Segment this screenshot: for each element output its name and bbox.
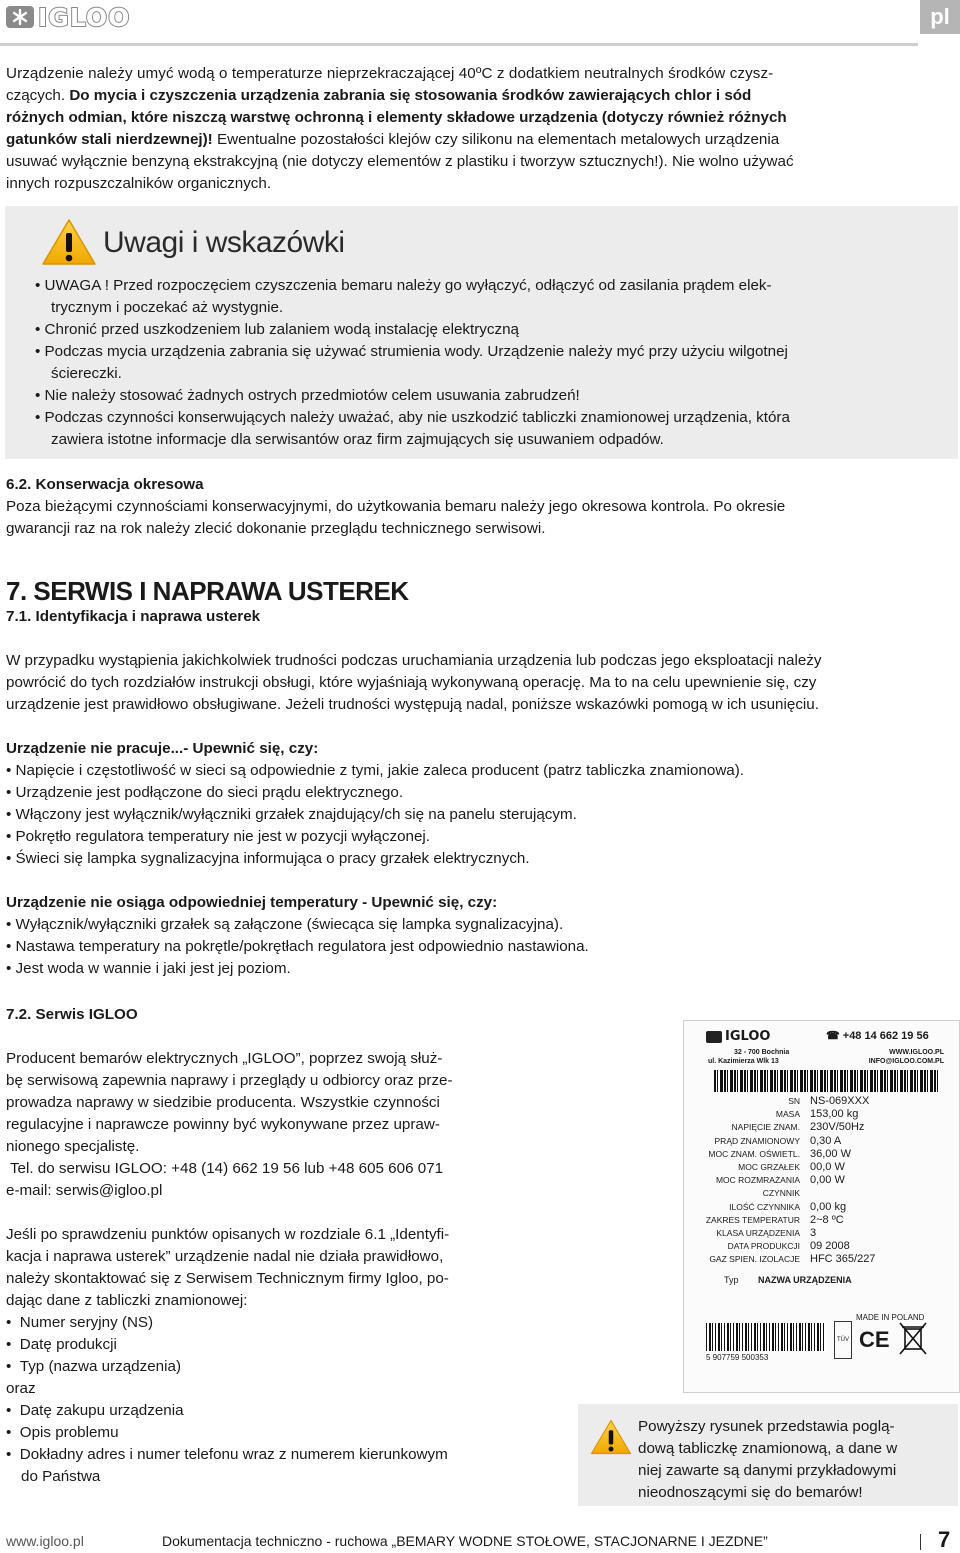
plate-row-label: SN: [788, 1096, 800, 1106]
igloo-logo: [6, 2, 131, 32]
section-7-1-text: W przypadku wystąpienia jakichkolwiek trudności podczas uruchamiania urządzenia lub podczas jego eksploatacji należy powrócić do tych rozdziałów instrukcji obsługi, które wyjaśniają wykonywaną operację. Ma to na celu upewnienie się, czy urządzenie jest prawidłowo obsługiwane. Jeżeli trudności występują nadal, poniższe wskazówki pomogą w ich usunięciu.: [6, 652, 822, 713]
ean-barcode: [706, 1323, 826, 1351]
list-item: • Świeci się lampka sygnalizacyjna informująca o pracy grzałek elektrycznych.: [6, 850, 530, 867]
warnings-title: Uwagi i wskazówki: [103, 226, 345, 259]
nameplate-image: IGLOO ☎ +48 14 662 19 56 32 - 700 Bochnia ul. Kazimierza Wlk 13 WWW.IGLOO.PL INFO@IGLOO.COM.PL SN NS-069XXX MASA 153,00 kg NAPIĘCIE ZNAM. 230V/50Hz PRĄD ZNAMIONOWY 0,30 A MOC ZNAM. OŚWIETL. 36,00 W MOC GRZAŁEK 00,0 W MOC ROZMRAŻANIA 0,00 W CZYNNIK ILOŚĆ CZYNNIKA 0,00 kg ZAKRES TEMPERATUR 2~8 ºC KLASA URZĄDZENIA 3 DATA PRODUKCJI 09 2008 GAZ SPIEN. IZOLACJE HFC 365/227 Typ NAZWA URZĄDZENIA MADE IN POLAND TÜV 5 907759 500353 CE: [683, 1020, 960, 1393]
plate-row-value: 3: [810, 1227, 817, 1240]
troubleshoot-list-not-working: [6, 760, 956, 870]
plate-row: [684, 1148, 959, 1161]
serial-barcode: [714, 1070, 940, 1092]
troubleshoot-list-temperature: [6, 914, 956, 980]
plate-row: [684, 1253, 959, 1266]
list-item: • Datę produkcji: [6, 1336, 117, 1353]
service-contact-paragraph: Jeśli po sprawdzeniu punktów opisanych w rozdziale 6.1 „Identyfi- kacja i naprawa usterek” urządzenie nadal nie działa prawidłowo, należy skontaktować się z Serwisem Technicznym firmy Igloo, po- dając dane z tabliczki znamionowej:: [6, 1226, 450, 1309]
tuv-mark-icon: TÜV: [834, 1321, 852, 1359]
plate-row-label: KLASA URZĄDZENIA: [716, 1228, 800, 1239]
plate-row: [684, 1095, 959, 1108]
section-heading-7-1: 7.1. Identyfikacja i naprawa usterek: [6, 608, 261, 625]
plate-row-label: NAPIĘCIE ZNAM.: [731, 1122, 800, 1133]
warning-item: • Chronić przed uszkodzeniem lub zalaniem wodą instalację elektryczną: [35, 321, 519, 338]
intro-paragraph: Urządzenie należy umyć wodą o temperaturze nieprzekraczającej 40ºC z dodatkiem neutralnych środków czysz- czących. Do mycia i czyszczenia urządzenia zabrania się stosowania środków zawierających chlor i sód różnych odmian, które niszczą warstwę ochronną i elementy składowe urządzenia (dotyczy również różnych gatunków stali nierdzewnej)! Ewentualne pozostałości klejów czy silikonu na elementach metalowych urządzenia usuwać wyłącznie benzyną ekstrakcyjną (nie dotyczy elementów z plastiku i tworzyw sztucznych!). Nie wolno używać innych rozpuszczalników organicznych.: [6, 65, 794, 192]
list-item: • Wyłącznik/wyłączniki grzałek są załączone (świecąca się lampka sygnalizacyjna).: [6, 916, 564, 933]
warning-icon: [41, 218, 97, 266]
language-badge: pl: [920, 0, 960, 34]
plate-web: WWW.IGLOO.PL INFO@IGLOO.COM.PL: [868, 1049, 944, 1065]
list-item: • Numer seryjny (NS): [6, 1314, 154, 1331]
list-item: • Jest woda w wannie i jaki jest jej poziom.: [6, 960, 291, 977]
plate-row-label: DATA PRODUKCJI: [727, 1241, 800, 1252]
nameplate-note-text: Powyższy rysunek przedstawia poglą- dową tabliczkę znamionową, a dane w niej zawarte są danymi przykładowymi nieodnoszącymi się do bemarów!: [638, 1418, 898, 1501]
service-paragraph: Producent bemarów elektrycznych „IGLOO”, poprzez swoją służ- bę serwisową zapewnia naprawy i przeglądy u odbiorcy oraz prze- prowadza naprawy w siedzibie producenta. Wszystkie czynności regulacyjne i naprawcze powinny być wykonywane przez upraw- nionego specjalistę. Tel. do serwisu IGLOO: +48 (14) 662 19 56 lub +48 605 606 071 e-mail: serwis@igloo.pl: [6, 1048, 536, 1202]
list-item: • Pokrętło regulatora temperatury nie jest w pozycji wyłączonej.: [6, 828, 431, 845]
list-item: • Napięcie i częstotliwość w sieci są odpowiednie z tymi, jakie zaleca producent (patrz tabliczka znamionowa).: [6, 762, 745, 779]
list-item: • Datę zakupu urządzenia: [6, 1402, 184, 1419]
plate-row: [684, 1227, 959, 1240]
plate-row: [684, 1161, 959, 1174]
snowflake-icon: [706, 1031, 722, 1043]
required-data-list: • Numer seryjny (NS) • Datę produkcji • Typ (nazwa urządzenia) oraz • Datę zakupu urządzenia • Opis problemu • Dokładny adres i numer telefonu wraz z numerem kierunkowym do Państwa: [6, 1312, 566, 1488]
plate-row-value: 0,30 A: [810, 1134, 842, 1147]
service-phone: Tel. do serwisu IGLOO: +48 (14) 662 19 56 lub +48 605 606 071: [6, 1160, 444, 1177]
list-item: • Urządzenie jest podłączone do sieci prądu elektrycznego.: [6, 784, 404, 801]
chapter-heading-7: 7. SERWIS I NAPRAWA USTEREK: [6, 576, 409, 606]
plate-row-label: GAZ SPIEN. IZOLACJE: [709, 1254, 800, 1265]
plate-row-label: MOC ROZMRAŻANIA: [715, 1175, 800, 1186]
warning-item: • UWAGA ! Przed rozpoczęciem czyszczenia bemaru należy go wyłączyć, odłączyć od zasilania prądem elek- trycznym i poczekać aż wystygnie.: [35, 277, 772, 316]
plate-logo: IGLOO: [706, 1029, 770, 1044]
ce-mark-icon: CE: [859, 1327, 890, 1352]
list-item: • Opis problemu: [6, 1424, 119, 1441]
plate-row-value: 36,00 W: [810, 1147, 851, 1160]
header-rule: [0, 43, 918, 46]
section-heading-7-2: 7.2. Serwis IGLOO: [6, 1006, 138, 1023]
plate-row: [684, 1201, 959, 1214]
plate-row: [684, 1174, 959, 1187]
footer-doc-title: Dokumentacja techniczno - ruchowa „BEMARY WODNE STOŁOWE, STACJONARNE I JEZDNE”: [162, 1533, 768, 1549]
weee-bin-icon: [897, 1321, 929, 1357]
plate-row-value: 0,00 kg: [810, 1200, 847, 1213]
plate-row-label: MOC GRZAŁEK: [738, 1162, 800, 1173]
plate-phone: ☎ +48 14 662 19 56: [826, 1030, 929, 1042]
snowflake-icon: [6, 6, 34, 28]
footer-divider: [920, 1534, 921, 1550]
plate-row-value: NS-069XXX: [810, 1095, 870, 1107]
plate-row-label: PRĄD ZNAMIONOWY: [714, 1135, 800, 1146]
plate-row-value: 230V/50Hz: [810, 1121, 865, 1134]
warning-item: • Nie należy stosować żadnych ostrych przedmiotów celem usuwania zabrudzeń!: [35, 387, 580, 404]
plate-row-label: MASA: [775, 1109, 800, 1120]
plate-row-label: MOC ZNAM. OŚWIETL.: [708, 1148, 800, 1159]
warning-icon: [590, 1418, 632, 1456]
page-number: 7: [938, 1527, 951, 1552]
plate-row: [684, 1135, 959, 1148]
list-item: • Nastawa temperatury na pokrętle/pokrętłach regulatora jest odpowiednio nastawiona.: [6, 938, 589, 955]
section-6-2-text: Poza bieżącymi czynnościami konserwacyjnymi, do użytkowania bemaru należy jego okresowa kontrola. Po okresie gwarancji raz na rok należy zlecić dokonanie przeglądu technicznego serwisowi.: [6, 498, 786, 537]
logo-wordmark: IGLOO: [38, 2, 131, 32]
plate-row-label: ZAKRES TEMPERATUR: [705, 1214, 800, 1225]
plate-row-value: 2~8 ºC: [810, 1213, 844, 1226]
plate-row: [684, 1108, 959, 1121]
plate-row-value: HFC 365/227: [810, 1253, 876, 1266]
plate-row: [684, 1240, 959, 1253]
warning-item: • Podczas mycia urządzenia zabrania się używać strumienia wody. Urządzenie należy myć przy użyciu wilgotnej ściereczki.: [35, 343, 788, 382]
plate-row: [684, 1187, 959, 1200]
plate-address: 32 - 700 Bochnia ul. Kazimierza Wlk 13: [708, 1049, 790, 1065]
troubleshoot-heading-not-working: Urządzenie nie pracuje...- Upewnić się, czy:: [6, 740, 319, 757]
list-item: • Dokładny adres i numer telefonu wraz z numerem kierunkowym: [6, 1446, 448, 1463]
troubleshoot-heading-temperature: Urządzenie nie osiąga odpowiedniej temperatury - Upewnić się, czy:: [6, 894, 498, 911]
plate-rows: [684, 1095, 959, 1267]
section-heading-6-2: 6.2. Konserwacja okresowa: [6, 476, 204, 493]
list-item: • Włączony jest wyłącznik/wyłączniki grzałek znajdujący/ch się na panelu sterującym.: [6, 806, 577, 823]
plate-row-value: 00,0 W: [810, 1161, 845, 1174]
plate-row: [684, 1121, 959, 1134]
plate-row-value: 0,00 W: [810, 1174, 845, 1187]
list-item: • Typ (nazwa urządzenia): [6, 1358, 181, 1375]
service-email: e-mail: serwis@igloo.pl: [6, 1182, 163, 1199]
plate-row-label: CZYNNIK: [762, 1188, 800, 1199]
plate-row: [684, 1214, 959, 1227]
plate-row-label: ILOŚĆ CZYNNIKA: [729, 1201, 800, 1212]
warning-item: • Podczas czynności konserwujących należy uważać, aby nie uszkodzić tabliczki znamionowej urządzenia, która zawiera istotne informacje dla serwisantów oraz firm zajmujących się usuwaniem odpadów.: [35, 409, 790, 448]
plate-row-value: 09 2008: [810, 1240, 850, 1253]
plate-row-value: 153,00 kg: [810, 1108, 859, 1121]
footer-website-link[interactable]: www.igloo.pl: [6, 1533, 84, 1549]
